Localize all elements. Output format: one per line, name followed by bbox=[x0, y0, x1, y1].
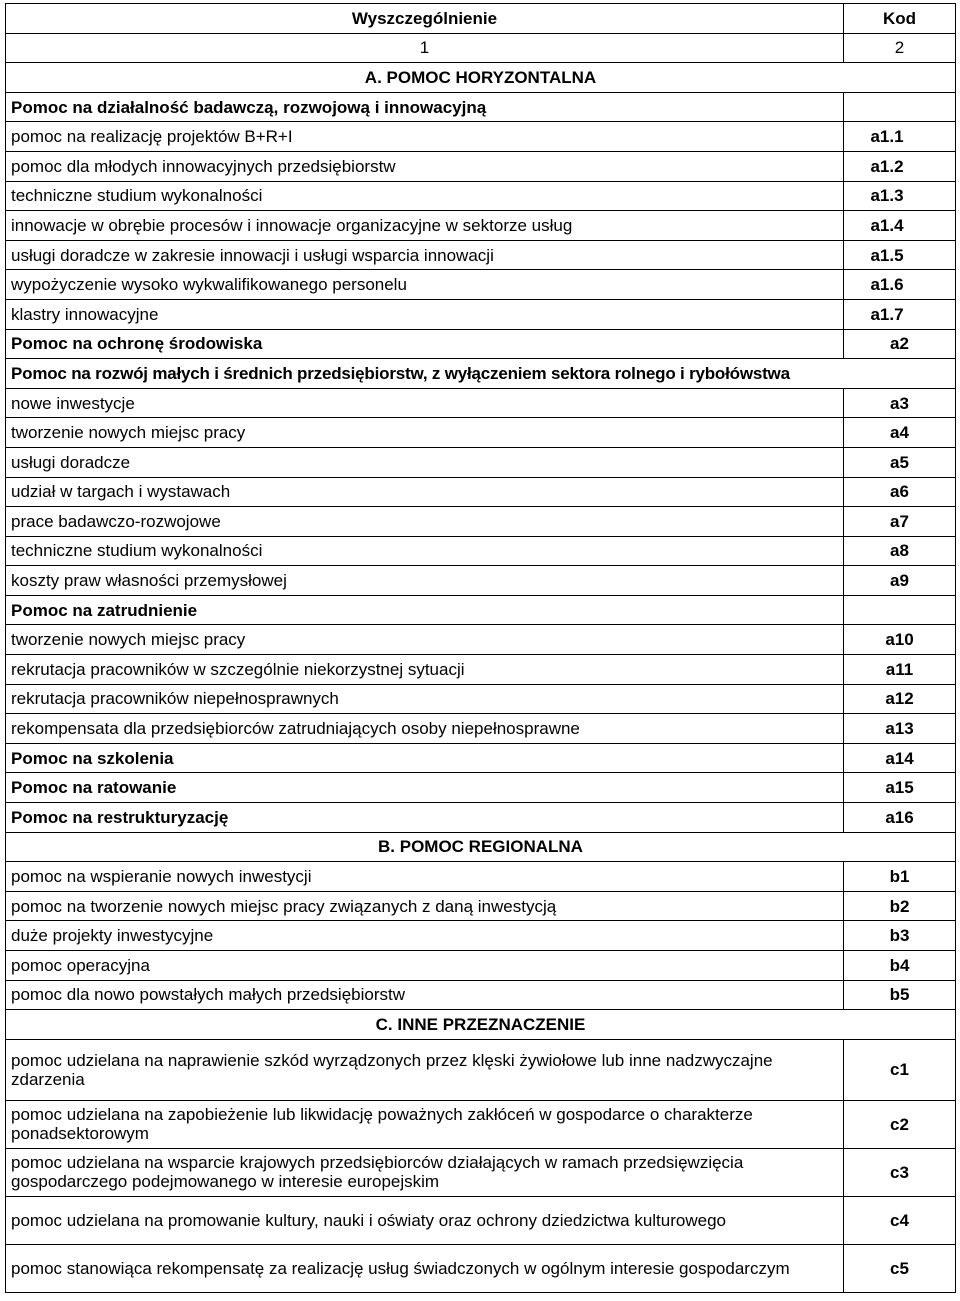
group-title: Pomoc na zatrudnienie bbox=[6, 595, 844, 625]
row-label: techniczne studium wykonalności bbox=[6, 536, 844, 566]
group-title: Pomoc na restrukturyzację bbox=[6, 803, 844, 833]
table-row bbox=[6, 477, 956, 507]
row-label: wypożyczenie wysoko wykwalifikowanego personelu bbox=[6, 270, 844, 300]
table-row bbox=[6, 270, 956, 300]
header-description: Wyszczególnienie bbox=[6, 4, 844, 34]
column-number-1: 1 bbox=[6, 33, 844, 63]
table-row bbox=[6, 418, 956, 448]
row-code: a1.6 bbox=[844, 270, 956, 300]
group-row bbox=[6, 92, 956, 122]
row-label: rekrutacja pracowników w szczególnie niekorzystnej sytuacji bbox=[6, 655, 844, 685]
row-label: klastry innowacyjne bbox=[6, 299, 844, 329]
row-label: pomoc dla nowo powstałych małych przedsiębiorstw bbox=[6, 980, 844, 1010]
row-label: rekrutacja pracowników niepełnosprawnych bbox=[6, 684, 844, 714]
row-code: c3 bbox=[844, 1148, 956, 1196]
row-code: a3 bbox=[844, 388, 956, 418]
section-c-title: C. INNE PRZEZNACZENIE bbox=[6, 1010, 956, 1040]
table-row bbox=[6, 211, 956, 241]
group-title: Pomoc na rozwój małych i średnich przedsiębiorstw, z wyłączeniem sektora rolnego i rybołówstwa bbox=[6, 359, 956, 389]
header-row bbox=[6, 4, 956, 34]
row-code: a1.5 bbox=[844, 240, 956, 270]
row-label: pomoc na wspieranie nowych inwestycji bbox=[6, 862, 844, 892]
group-code: a2 bbox=[844, 329, 956, 359]
row-code: a1.3 bbox=[844, 181, 956, 211]
row-label: pomoc udzielana na zapobieżenie lub likwidację poważnych zakłóceń w gospodarce o charakterze ponadsektorowym bbox=[6, 1100, 844, 1148]
row-label: koszty praw własności przemysłowej bbox=[6, 566, 844, 596]
row-code: b4 bbox=[844, 951, 956, 981]
row-label: tworzenie nowych miejsc pracy bbox=[6, 625, 844, 655]
row-code: a1.7 bbox=[844, 299, 956, 329]
row-label: pomoc udzielana na promowanie kultury, nauki i oświaty oraz ochrony dziedzictwa kulturowego bbox=[6, 1196, 844, 1244]
row-label: techniczne studium wykonalności bbox=[6, 181, 844, 211]
row-label: duże projekty inwestycyjne bbox=[6, 921, 844, 951]
table-row bbox=[6, 388, 956, 418]
row-code: a6 bbox=[844, 477, 956, 507]
row-code: b3 bbox=[844, 921, 956, 951]
table-row bbox=[6, 240, 956, 270]
row-label: pomoc na tworzenie nowych miejsc pracy związanych z daną inwestycją bbox=[6, 891, 844, 921]
row-label: tworzenie nowych miejsc pracy bbox=[6, 418, 844, 448]
group-code: a15 bbox=[844, 773, 956, 803]
table-row bbox=[6, 1244, 956, 1292]
table-row bbox=[6, 566, 956, 596]
group-row bbox=[6, 803, 956, 833]
row-code: c5 bbox=[844, 1244, 956, 1292]
row-code: b1 bbox=[844, 862, 956, 892]
table-row bbox=[6, 447, 956, 477]
row-label: udział w targach i wystawach bbox=[6, 477, 844, 507]
row-code: a1.4 bbox=[844, 211, 956, 241]
group-title: Pomoc na szkolenia bbox=[6, 743, 844, 773]
table-row bbox=[6, 625, 956, 655]
group-code: a14 bbox=[844, 743, 956, 773]
header-code: Kod bbox=[844, 4, 956, 34]
table-row bbox=[6, 891, 956, 921]
row-label: pomoc udzielana na wsparcie krajowych przedsiębiorców działających w ramach przedsięwzięcia gospodarczego podejmowanego w interesie europejskim bbox=[6, 1148, 844, 1196]
row-code: a4 bbox=[844, 418, 956, 448]
row-label: pomoc udzielana na naprawienie szkód wyrządzonych przez klęski żywiołowe lub inne nadzwyczajne zdarzenia bbox=[6, 1039, 844, 1100]
group-code: a16 bbox=[844, 803, 956, 833]
column-number-row bbox=[6, 33, 956, 63]
section-heading-row bbox=[6, 1010, 956, 1040]
row-code: a1.2 bbox=[844, 151, 956, 181]
table-row bbox=[6, 151, 956, 181]
table-row bbox=[6, 1100, 956, 1148]
group-row bbox=[6, 359, 956, 389]
table-row bbox=[6, 980, 956, 1010]
table-row bbox=[6, 714, 956, 744]
row-label: pomoc na realizację projektów B+R+I bbox=[6, 122, 844, 152]
table-row bbox=[6, 1039, 956, 1100]
row-label: usługi doradcze w zakresie innowacji i usługi wsparcia innowacji bbox=[6, 240, 844, 270]
row-code: a13 bbox=[844, 714, 956, 744]
section-a-title: A. POMOC HORYZONTALNA bbox=[6, 63, 956, 93]
row-code: a5 bbox=[844, 447, 956, 477]
table-row bbox=[6, 299, 956, 329]
row-code: b5 bbox=[844, 980, 956, 1010]
group-title: Pomoc na działalność badawczą, rozwojową i innowacyjną bbox=[6, 92, 844, 122]
row-code: a12 bbox=[844, 684, 956, 714]
table-row bbox=[6, 655, 956, 685]
group-row bbox=[6, 773, 956, 803]
row-label: prace badawczo-rozwojowe bbox=[6, 507, 844, 537]
table-row bbox=[6, 181, 956, 211]
table-row bbox=[6, 684, 956, 714]
row-label: pomoc stanowiąca rekompensatę za realizację usług świadczonych w ogólnym interesie gospodarczym bbox=[6, 1244, 844, 1292]
column-number-2: 2 bbox=[844, 33, 956, 63]
group-title: Pomoc na ochronę środowiska bbox=[6, 329, 844, 359]
table-row bbox=[6, 122, 956, 152]
table-row bbox=[6, 862, 956, 892]
table-row bbox=[6, 507, 956, 537]
group-title: Pomoc na ratowanie bbox=[6, 773, 844, 803]
row-code: a7 bbox=[844, 507, 956, 537]
group-row bbox=[6, 329, 956, 359]
row-label: pomoc operacyjna bbox=[6, 951, 844, 981]
table-row bbox=[6, 536, 956, 566]
row-code: a11 bbox=[844, 655, 956, 685]
table-row bbox=[6, 951, 956, 981]
table-row bbox=[6, 921, 956, 951]
row-label: usługi doradcze bbox=[6, 447, 844, 477]
row-code: c1 bbox=[844, 1039, 956, 1100]
row-code: b2 bbox=[844, 891, 956, 921]
empty-code-cell bbox=[844, 595, 956, 625]
aid-purpose-table bbox=[5, 3, 956, 1293]
section-heading-row bbox=[6, 63, 956, 93]
table-row bbox=[6, 1196, 956, 1244]
row-label: innowacje w obrębie procesów i innowacje organizacyjne w sektorze usług bbox=[6, 211, 844, 241]
row-code: a10 bbox=[844, 625, 956, 655]
group-row bbox=[6, 743, 956, 773]
table-row bbox=[6, 1148, 956, 1196]
row-label: pomoc dla młodych innowacyjnych przedsiębiorstw bbox=[6, 151, 844, 181]
section-heading-row bbox=[6, 832, 956, 862]
row-label: nowe inwestycje bbox=[6, 388, 844, 418]
row-code: a1.1 bbox=[844, 122, 956, 152]
row-code: a8 bbox=[844, 536, 956, 566]
section-b-title: B. POMOC REGIONALNA bbox=[6, 832, 956, 862]
group-row bbox=[6, 595, 956, 625]
row-code: a9 bbox=[844, 566, 956, 596]
row-code: c2 bbox=[844, 1100, 956, 1148]
row-label: rekompensata dla przedsiębiorców zatrudniających osoby niepełnosprawne bbox=[6, 714, 844, 744]
row-code: c4 bbox=[844, 1196, 956, 1244]
empty-code-cell bbox=[844, 92, 956, 122]
